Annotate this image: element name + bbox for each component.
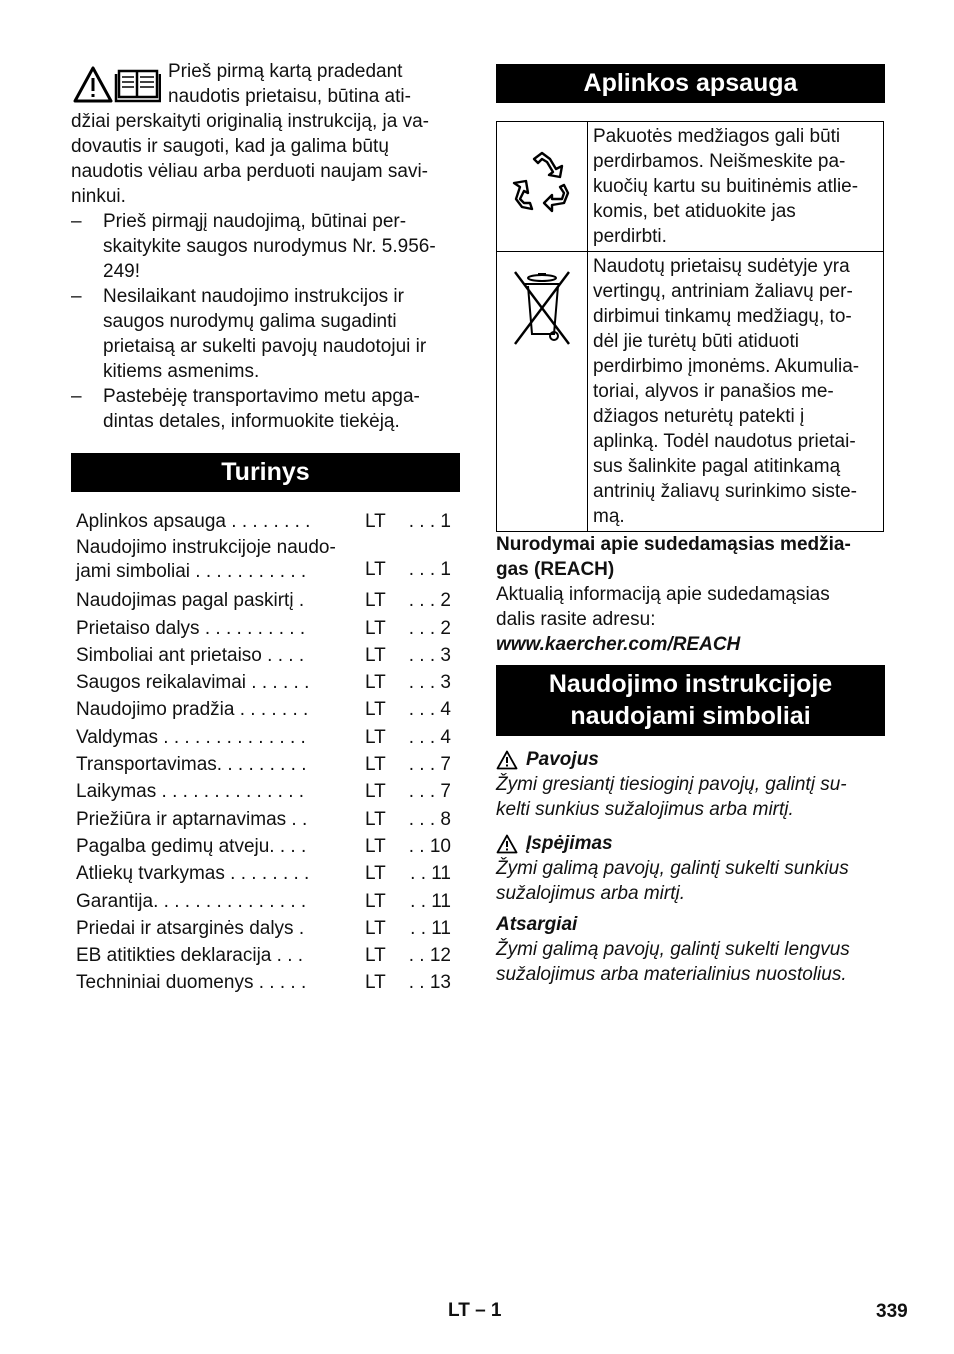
table-cell-text: vertingų, antriniam žaliavų per- — [593, 281, 853, 302]
toc-entry[interactable] — [71, 642, 460, 669]
toc-entry-lang: LT — [365, 754, 386, 776]
toc-entry-lang: LT — [365, 945, 386, 967]
toc-entry-page: . . 12 — [408, 945, 451, 967]
symbol-description: Žymi galimą pavojų, galintį sukelti lengvus — [496, 939, 850, 960]
toc-entry-page: . . . 3 — [408, 672, 451, 694]
toc-entry-title: Techniniai duomenys . . . . . — [76, 972, 307, 994]
toc-entry-lang: LT — [365, 972, 386, 994]
table-cell-text: aplinką. Todėl naudotus prietai- — [593, 431, 856, 452]
toc-entry[interactable] — [71, 969, 460, 996]
toc-entry-page: . . . 1 — [408, 559, 451, 581]
toc-entry-page: . . . 8 — [408, 808, 451, 830]
table-of-contents — [71, 508, 460, 997]
toc-entry-page: . . . 2 — [408, 590, 451, 612]
toc-entry-lang: LT — [365, 781, 386, 803]
symbol-heading-caution — [496, 912, 885, 937]
footer-page-number: 339 — [876, 1301, 908, 1322]
table-cell-text: Naudotų prietaisų sudėtyje yra — [593, 256, 850, 277]
table-cell — [497, 122, 588, 252]
symbol-description: sužalojimus arba mirtį. — [496, 883, 685, 904]
toc-entry-page: . . . 7 — [408, 781, 451, 803]
toc-entry[interactable] — [71, 508, 460, 535]
intro-text: naudotis vėliau arba perduoti naujam savi- — [71, 161, 428, 182]
table-cell-text: toriai, alyvos ir panašios me- — [593, 381, 834, 402]
dash-marker: – — [71, 386, 82, 407]
bullet-text: 249! — [103, 261, 140, 282]
table-cell-text: dirbimui tinkamų medžiagų, to- — [593, 306, 852, 327]
toc-entry[interactable] — [71, 942, 460, 969]
list-item — [71, 284, 460, 384]
toc-entry-page: . . 13 — [408, 972, 451, 994]
toc-entry-page: . . . 4 — [408, 699, 451, 721]
symbol-heading-warning — [496, 831, 885, 856]
toc-entry-title: Naudojimo pradžia . . . . . . . — [76, 699, 309, 721]
recycle-icon — [504, 145, 580, 221]
reach-url-link[interactable]: www.kaercher.com/REACH — [496, 634, 741, 655]
symbol-label: Pavojus — [526, 749, 599, 770]
bullet-text: kitiems asmenims. — [103, 361, 260, 382]
symbols-heading — [496, 665, 885, 736]
symbol-label: Atsargiai — [496, 914, 578, 935]
reach-heading: gas (REACH) — [496, 559, 615, 580]
reach-text: Aktualią informaciją apie sudedamąsias — [496, 584, 830, 605]
toc-entry-title: Aplinkos apsauga . . . . . . . . — [76, 511, 311, 532]
warning-icon — [496, 750, 518, 770]
toc-entry[interactable] — [71, 535, 460, 587]
intro-text: Prieš pirmą kartą pradedant — [168, 61, 403, 82]
toc-entry-title: Saugos reikalavimai . . . . . . — [76, 672, 310, 694]
reach-heading: Nurodymai apie sudedamąsias medžia- — [496, 534, 851, 555]
intro-text: dovautis ir saugoti, kad ja galima būtų — [71, 136, 389, 157]
toc-entry[interactable] — [71, 751, 460, 778]
warning-icon — [496, 834, 518, 854]
toc-entry[interactable] — [71, 724, 460, 751]
toc-entry[interactable] — [71, 669, 460, 696]
table-cell-text: dėl jie turėtų būti atiduoti — [593, 331, 799, 352]
symbol-description: kelti sunkius sužalojimus arba mirtį. — [496, 799, 794, 820]
toc-entry[interactable] — [71, 860, 460, 887]
toc-entry-lang: LT — [365, 835, 386, 857]
toc-entry-lang: LT — [365, 699, 386, 721]
toc-entry-title: Prietaiso dalys . . . . . . . . . . — [76, 617, 306, 639]
toc-entry-title — [76, 536, 336, 584]
list-item — [71, 209, 460, 284]
toc-entry-lang: LT — [365, 590, 386, 612]
toc-entry-title: Pagalba gedimų atveju. . . . — [76, 835, 307, 857]
toc-entry[interactable] — [71, 696, 460, 723]
dash-marker: – — [71, 286, 82, 307]
reach-section — [496, 532, 885, 657]
bullet-text: prietaisą ar sukelti pavojų naudotojui ir — [103, 336, 427, 357]
toc-entry-page: . . . 7 — [408, 754, 451, 776]
toc-entry[interactable] — [71, 806, 460, 833]
toc-entry-page: . . 10 — [408, 835, 451, 857]
symbols-list — [496, 747, 885, 987]
toc-entry-page: . . 11 — [410, 917, 451, 939]
symbol-heading-danger — [496, 747, 885, 772]
table-cell — [588, 252, 884, 532]
bullet-text: Nesilaikant naudojimo instrukcijos ir — [103, 286, 404, 307]
intro-text: ninkui. — [71, 186, 126, 207]
toc-entry-page: . . . 1 — [408, 511, 451, 532]
toc-entry-title: Simboliai ant prietaiso . . . . — [76, 644, 305, 666]
toc-entry-lang: LT — [365, 672, 386, 694]
table-cell-text: mą. — [593, 506, 625, 527]
toc-entry-title: Priedai ir atsarginės dalys . — [76, 917, 305, 939]
toc-entry-lang: LT — [365, 863, 386, 885]
crossed-bin-icon — [511, 268, 573, 348]
left-column — [71, 59, 460, 997]
bullet-text: skaitykite saugos nurodymus Nr. 5.956- — [103, 236, 436, 257]
toc-entry-lang: LT — [365, 559, 386, 581]
intro-notice — [71, 59, 460, 209]
dash-marker: – — [71, 211, 82, 232]
list-item — [71, 384, 460, 434]
toc-entry-title: Priežiūra ir aptarnavimas . . — [76, 808, 308, 830]
table-cell-text: kuočių kartu su buitinėmis atlie- — [593, 176, 859, 197]
toc-entry-title: Garantija. . . . . . . . . . . . . . . — [76, 890, 307, 912]
toc-entry[interactable] — [71, 778, 460, 805]
toc-entry[interactable] — [71, 615, 460, 642]
symbols-heading-line: Naudojimo instrukcijoje — [548, 670, 833, 698]
symbols-heading-line: naudojami simboliai — [570, 702, 811, 730]
bullet-text: dintas detales, informuokite tiekėją. — [103, 411, 400, 432]
toc-entry-lang: LT — [365, 917, 386, 939]
warning-and-manual-icon — [73, 65, 161, 105]
toc-entry-lang: LT — [365, 890, 386, 912]
toc-entry-title: EB atitikties deklaracija . . . — [76, 945, 304, 967]
table-cell-text: perdirbti. — [593, 226, 667, 247]
symbol-description: Žymi gresiantį tiesioginį pavojų, galintį su- — [496, 774, 847, 795]
table-cell-text: antrinių žaliavų surinkimo siste- — [593, 481, 857, 502]
toc-entry-lang: LT — [365, 617, 386, 639]
toc-entry-title-line: Naudojimo instrukcijoje naudo- — [76, 537, 336, 559]
table-cell-text: perdirbimo įmonėms. Akumulia- — [593, 356, 860, 377]
toc-heading: Turinys — [71, 453, 460, 492]
toc-entry-title: Valdymas . . . . . . . . . . . . . . — [76, 726, 306, 748]
right-column — [496, 64, 885, 987]
table-cell-text: perdirbamos. Neišmeskite pa- — [593, 151, 846, 172]
symbol-description: sužalojimus arba materialinius nuostolius. — [496, 964, 847, 985]
intro-text: džiai perskaityti originalią instrukciją, ja va- — [71, 111, 429, 132]
table-cell — [588, 122, 884, 252]
toc-entry-title-line: jami simboliai . . . . . . . . . . . — [76, 561, 307, 583]
intro-bullet-list — [71, 209, 460, 434]
table-row — [497, 122, 884, 252]
bullet-text: Prieš pirmąjį naudojimą, būtinai per- — [103, 211, 407, 232]
toc-entry[interactable] — [71, 915, 460, 942]
reach-text: dalis rasite adresu: — [496, 609, 656, 630]
table-cell-text: džiagos neturėtų patekti į — [593, 406, 805, 427]
table-cell-text: Pakuotės medžiagos gali būti — [593, 126, 841, 147]
toc-entry-page: . . . 2 — [408, 617, 451, 639]
toc-entry-title: Atliekų tvarkymas . . . . . . . . — [76, 863, 310, 885]
toc-entry[interactable] — [71, 587, 460, 614]
environment-heading: Aplinkos apsauga — [496, 64, 885, 103]
toc-entry-lang: LT — [365, 644, 386, 666]
bullet-text: saugos nurodymų galima sugadinti — [103, 311, 397, 332]
table-cell — [497, 252, 588, 532]
toc-entry[interactable] — [71, 888, 460, 915]
toc-entry-lang: LT — [365, 511, 386, 532]
table-row — [497, 252, 884, 532]
toc-entry-page: . . . 3 — [408, 644, 451, 666]
toc-entry-title: Naudojimas pagal paskirtį . — [76, 590, 305, 612]
table-cell-text: komis, bet atiduokite jas — [593, 201, 796, 222]
environment-table — [496, 121, 884, 532]
toc-entry[interactable] — [71, 833, 460, 860]
toc-entry-title: Laikymas . . . . . . . . . . . . . . — [76, 781, 305, 803]
symbol-description: Žymi galimą pavojų, galintį sukelti sunkius — [496, 858, 849, 879]
toc-entry-page: . . 11 — [410, 890, 451, 912]
toc-entry-page: . . 11 — [410, 863, 451, 885]
table-cell-text: sus šalinkite pagal atitinkamą — [593, 456, 841, 477]
footer-section-label: LT – 1 — [448, 1300, 502, 1321]
bullet-text: Pastebėję transportavimo metu apga- — [103, 386, 420, 407]
toc-entry-lang: LT — [365, 726, 386, 748]
toc-entry-lang: LT — [365, 808, 386, 830]
intro-text: naudotis prietaisu, būtina ati- — [168, 86, 411, 107]
symbol-label: Įspėjimas — [526, 833, 613, 854]
toc-entry-page: . . . 4 — [408, 726, 451, 748]
toc-entry-title: Transportavimas. . . . . . . . . — [76, 754, 307, 776]
